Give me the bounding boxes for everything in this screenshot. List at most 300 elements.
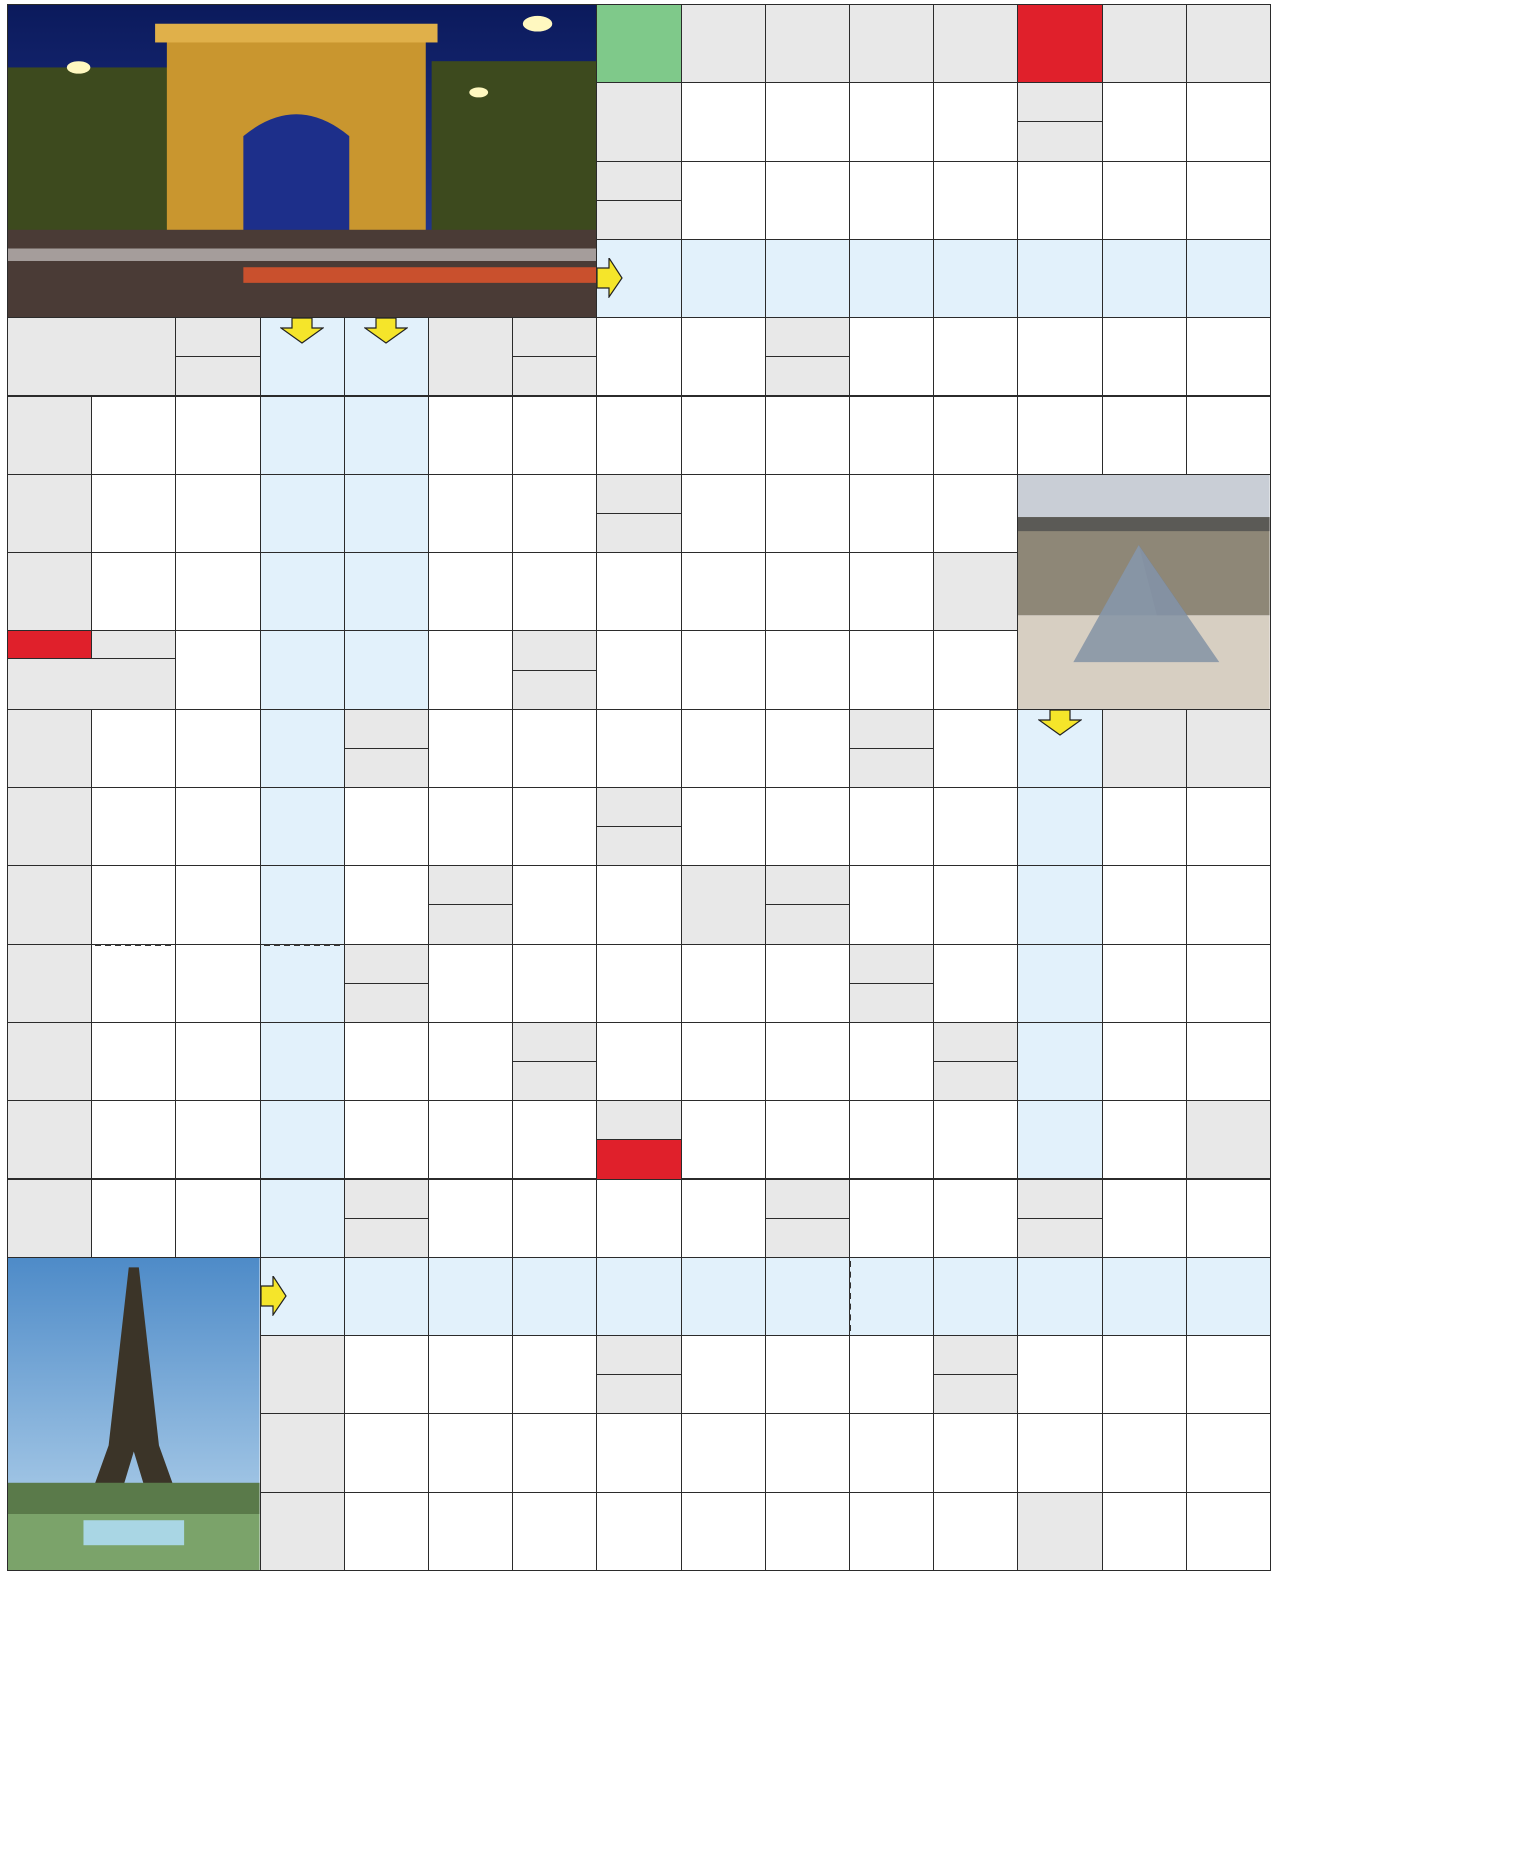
answer-cell[interactable]: [765, 396, 850, 475]
answer-cell[interactable]: [512, 709, 597, 788]
answer-cell[interactable]: [596, 944, 681, 1023]
clue-text: [8, 475, 91, 552]
clue-text: [597, 1336, 680, 1374]
answer-cell[interactable]: [765, 1492, 850, 1571]
answer-cell[interactable]: [512, 787, 597, 866]
answer-cell[interactable]: [1102, 944, 1187, 1023]
answer-cell[interactable]: [91, 787, 176, 866]
clue-text: [429, 318, 512, 395]
answer-cell[interactable]: [1186, 1022, 1271, 1101]
answer-cell[interactable]: [175, 474, 260, 553]
answer-cell[interactable]: [428, 552, 513, 631]
clue-text: [1103, 5, 1186, 82]
answer-cell[interactable]: [933, 474, 1018, 553]
answer-cell[interactable]: [849, 396, 934, 475]
answer-cell[interactable]: [175, 944, 260, 1023]
answer-cell[interactable]: [933, 317, 1018, 396]
arc-de-triomphe-photo: [7, 4, 597, 318]
answer-cell[interactable]: [1102, 161, 1187, 240]
answer-cell[interactable]: [512, 1257, 597, 1336]
answer-cell[interactable]: [765, 1022, 850, 1101]
answer-cell[interactable]: [681, 787, 766, 866]
clue-cell: [849, 4, 934, 83]
answer-cell[interactable]: [428, 1492, 513, 1571]
answer-cell[interactable]: [933, 82, 1018, 161]
answer-cell[interactable]: [681, 630, 766, 709]
clue-cell: [344, 1179, 429, 1258]
clue-cell: [7, 630, 92, 658]
answer-cell[interactable]: [849, 1022, 934, 1101]
answer-cell[interactable]: [849, 630, 934, 709]
clue-cell: [1186, 1100, 1271, 1179]
answer-cell[interactable]: [1186, 1335, 1271, 1414]
answer-cell[interactable]: [91, 552, 176, 631]
answer-cell[interactable]: [849, 317, 934, 396]
answer-cell[interactable]: [933, 944, 1018, 1023]
answer-cell[interactable]: [765, 1413, 850, 1492]
answer-cell[interactable]: [765, 239, 850, 318]
clue-cell: [260, 1492, 345, 1571]
answer-cell[interactable]: [1102, 1257, 1187, 1336]
answer-cell[interactable]: [91, 865, 176, 944]
answer-cell[interactable]: [91, 474, 176, 553]
answer-cell[interactable]: [933, 1179, 1018, 1258]
answer-cell[interactable]: [765, 630, 850, 709]
clue-cell: [7, 317, 176, 396]
answer-cell[interactable]: [1186, 1413, 1271, 1492]
answer-cell[interactable]: [596, 630, 681, 709]
answer-cell[interactable]: [1186, 944, 1271, 1023]
clue-text: [345, 945, 428, 983]
clue-text: [766, 356, 849, 395]
clue-text: [850, 710, 933, 748]
answer-cell[interactable]: [344, 1413, 429, 1492]
answer-cell[interactable]: [681, 239, 766, 318]
answer-cell[interactable]: [1186, 317, 1271, 396]
answer-cell[interactable]: [1017, 865, 1102, 944]
answer-cell[interactable]: [1017, 161, 1102, 240]
answer-cell[interactable]: [849, 1335, 934, 1414]
clue-text: [513, 1023, 596, 1061]
answer-cell[interactable]: [765, 1100, 850, 1179]
answer-cell[interactable]: [344, 474, 429, 553]
answer-cell[interactable]: [933, 239, 1018, 318]
answer-cell[interactable]: [344, 1257, 429, 1336]
answer-cell[interactable]: [765, 709, 850, 788]
clue-text: [8, 659, 175, 709]
answer-cell[interactable]: [428, 1022, 513, 1101]
louvre-pyramid-photo: [1017, 474, 1271, 710]
answer-cell[interactable]: [260, 552, 345, 631]
clue-cell: [933, 1022, 1018, 1101]
answer-cell[interactable]: [596, 1413, 681, 1492]
clue-text: [8, 318, 175, 395]
answer-cell[interactable]: [175, 709, 260, 788]
clue-text: [345, 1180, 428, 1218]
clue-cell: [1017, 1492, 1102, 1571]
clue-text: [8, 866, 91, 943]
answer-cell[interactable]: [175, 630, 260, 709]
clue-text: [682, 866, 765, 943]
answer-cell[interactable]: [596, 865, 681, 944]
answer-cell[interactable]: [344, 396, 429, 475]
answer-cell[interactable]: [765, 82, 850, 161]
answer-cell[interactable]: [681, 474, 766, 553]
answer-cell[interactable]: [175, 1100, 260, 1179]
answer-cell[interactable]: [344, 1335, 429, 1414]
answer-cell[interactable]: [260, 865, 345, 944]
clue-text: [1103, 710, 1186, 787]
clue-cell: [596, 4, 681, 83]
clue-text: [766, 5, 849, 82]
answer-cell[interactable]: [1017, 1413, 1102, 1492]
element-symbol-clue: [597, 1139, 680, 1178]
clue-cell: [512, 1022, 597, 1101]
clue-text: [8, 1023, 91, 1100]
answer-cell[interactable]: [175, 787, 260, 866]
answer-cell[interactable]: [933, 1257, 1018, 1336]
answer-cell[interactable]: [849, 1413, 934, 1492]
answer-cell[interactable]: [681, 944, 766, 1023]
clue-cell: [1186, 4, 1271, 83]
answer-cell[interactable]: [260, 474, 345, 553]
answer-cell[interactable]: [849, 865, 934, 944]
clue-cell: [7, 709, 92, 788]
answer-cell[interactable]: [428, 1335, 513, 1414]
answer-cell[interactable]: [1102, 1179, 1187, 1258]
arrow-down-icon: [1038, 710, 1082, 736]
clue-cell: [596, 474, 681, 553]
clue-cell: [596, 1100, 681, 1179]
eiffel-tower-photo: [7, 1257, 261, 1571]
clue-text: [8, 945, 91, 1022]
element-symbol-clue: [1018, 5, 1101, 82]
clue-text: [1018, 1218, 1101, 1257]
element-symbol-clue: [8, 631, 91, 657]
answer-cell[interactable]: [1186, 865, 1271, 944]
clue-text: [8, 397, 91, 474]
answer-cell[interactable]: [681, 552, 766, 631]
clue-cell: [7, 552, 92, 631]
clue-cell: [7, 474, 92, 553]
clue-text: [850, 748, 933, 787]
answer-cell[interactable]: [1102, 1492, 1187, 1571]
answer-cell[interactable]: [260, 944, 345, 1023]
clue-text: [261, 1493, 344, 1570]
clue-text: [345, 710, 428, 748]
answer-cell[interactable]: [175, 1022, 260, 1101]
clue-text: [597, 83, 680, 160]
answer-cell[interactable]: [344, 1492, 429, 1571]
clue-cell: [175, 317, 260, 396]
answer-cell[interactable]: [933, 396, 1018, 475]
clue-text: [513, 631, 596, 669]
answer-cell[interactable]: [512, 1413, 597, 1492]
clue-cell: [1186, 709, 1271, 788]
answer-cell[interactable]: [1017, 944, 1102, 1023]
answer-cell[interactable]: [681, 709, 766, 788]
answer-cell[interactable]: [1102, 1022, 1187, 1101]
clue-cell: [765, 4, 850, 83]
answer-cell[interactable]: [1017, 1335, 1102, 1414]
clue-text: [176, 318, 259, 356]
answer-cell[interactable]: [344, 1100, 429, 1179]
answer-cell[interactable]: [933, 1100, 1018, 1179]
answer-cell[interactable]: [765, 1335, 850, 1414]
clue-cell: [512, 317, 597, 396]
clue-cell: [765, 865, 850, 944]
answer-cell[interactable]: [765, 787, 850, 866]
answer-cell[interactable]: [512, 474, 597, 553]
answer-cell[interactable]: [681, 317, 766, 396]
word-divider: [849, 1261, 851, 1331]
clue-text: [766, 1180, 849, 1218]
answer-cell[interactable]: [512, 552, 597, 631]
answer-cell[interactable]: [512, 396, 597, 475]
answer-cell[interactable]: [1102, 865, 1187, 944]
clue-text: [345, 1218, 428, 1257]
answer-cell[interactable]: [681, 1413, 766, 1492]
answer-cell[interactable]: [765, 474, 850, 553]
clue-cell: [512, 630, 597, 709]
answer-cell[interactable]: [344, 630, 429, 709]
clue-cell: [596, 1335, 681, 1414]
clue-cell: [7, 1179, 92, 1258]
clue-text: [597, 1101, 680, 1139]
clue-cell: [91, 630, 176, 658]
answer-cell[interactable]: [933, 787, 1018, 866]
answer-cell[interactable]: [1102, 787, 1187, 866]
clue-text: [261, 1414, 344, 1491]
answer-cell[interactable]: [849, 1257, 934, 1336]
answer-cell[interactable]: [1102, 396, 1187, 475]
clue-cell: [7, 787, 92, 866]
clue-text: [513, 318, 596, 356]
answer-cell[interactable]: [765, 1257, 850, 1336]
clue-cell: [1102, 4, 1187, 83]
clue-text: [597, 162, 680, 200]
answer-cell[interactable]: [512, 865, 597, 944]
clue-cell: [7, 865, 92, 944]
answer-cell[interactable]: [933, 1492, 1018, 1571]
answer-cell[interactable]: [849, 1179, 934, 1258]
clue-text: [934, 553, 1017, 630]
clue-text: [934, 5, 1017, 82]
answer-cell[interactable]: [260, 1100, 345, 1179]
answer-cell[interactable]: [91, 396, 176, 475]
answer-cell[interactable]: [681, 161, 766, 240]
clue-cell: [765, 1179, 850, 1258]
answer-cell[interactable]: [681, 82, 766, 161]
answer-cell[interactable]: [260, 1022, 345, 1101]
answer-cell[interactable]: [428, 1413, 513, 1492]
answer-cell[interactable]: [849, 1492, 934, 1571]
answer-cell[interactable]: [596, 317, 681, 396]
clue-text: [8, 788, 91, 865]
answer-cell[interactable]: [1186, 787, 1271, 866]
clue-text: [345, 983, 428, 1022]
answer-cell[interactable]: [260, 396, 345, 475]
clue-text: [8, 553, 91, 630]
answer-cell[interactable]: [512, 1179, 597, 1258]
clue-text: [8, 710, 91, 787]
answer-cell[interactable]: [849, 82, 934, 161]
answer-cell[interactable]: [681, 1492, 766, 1571]
answer-cell[interactable]: [933, 161, 1018, 240]
answer-cell[interactable]: [428, 474, 513, 553]
answer-cell[interactable]: [1186, 396, 1271, 475]
answer-cell[interactable]: [91, 1022, 176, 1101]
answer-cell[interactable]: [765, 944, 850, 1023]
answer-cell[interactable]: [596, 1257, 681, 1336]
answer-cell[interactable]: [933, 709, 1018, 788]
answer-cell[interactable]: [428, 709, 513, 788]
answer-cell[interactable]: [1102, 239, 1187, 318]
answer-cell[interactable]: [849, 552, 934, 631]
answer-cell[interactable]: [849, 1100, 934, 1179]
answer-cell[interactable]: [1186, 239, 1271, 318]
answer-cell[interactable]: [512, 1100, 597, 1179]
clue-text: [597, 200, 680, 239]
answer-cell[interactable]: [1186, 161, 1271, 240]
arrow-down-icon: [364, 318, 408, 344]
clue-text: [766, 318, 849, 356]
clue-cell: [933, 1335, 1018, 1414]
crossword-grid: [7, 4, 1522, 1876]
clue-cell: [1102, 709, 1187, 788]
clue-cell: [260, 1413, 345, 1492]
answer-cell[interactable]: [1102, 1413, 1187, 1492]
answer-cell[interactable]: [428, 787, 513, 866]
clue-text: [1187, 1101, 1270, 1178]
answer-cell[interactable]: [260, 1179, 345, 1258]
answer-cell[interactable]: [933, 865, 1018, 944]
answer-cell[interactable]: [344, 1022, 429, 1101]
answer-cell[interactable]: [849, 474, 934, 553]
clue-text: [8, 1101, 91, 1178]
answer-cell[interactable]: [596, 552, 681, 631]
answer-cell[interactable]: [344, 865, 429, 944]
answer-cell[interactable]: [596, 396, 681, 475]
answer-cell[interactable]: [91, 944, 176, 1023]
answer-cell[interactable]: [1102, 1335, 1187, 1414]
answer-cell[interactable]: [596, 1022, 681, 1101]
answer-cell[interactable]: [681, 1100, 766, 1179]
answer-cell[interactable]: [1017, 317, 1102, 396]
answer-cell[interactable]: [1017, 239, 1102, 318]
answer-cell[interactable]: [91, 1179, 176, 1258]
answer-cell[interactable]: [596, 709, 681, 788]
answer-cell[interactable]: [260, 709, 345, 788]
answer-cell[interactable]: [91, 709, 176, 788]
answer-cell[interactable]: [1102, 82, 1187, 161]
clue-text: [1018, 121, 1101, 160]
clue-text: [766, 904, 849, 943]
answer-cell[interactable]: [512, 944, 597, 1023]
answer-cell[interactable]: [849, 239, 934, 318]
clue-cell: [1017, 4, 1102, 83]
answer-cell[interactable]: [681, 1335, 766, 1414]
answer-cell[interactable]: [1186, 1492, 1271, 1571]
answer-cell[interactable]: [933, 1413, 1018, 1492]
clue-text: [597, 788, 680, 826]
answer-cell[interactable]: [175, 396, 260, 475]
clue-text: [597, 5, 680, 82]
clue-text: [513, 356, 596, 395]
answer-cell[interactable]: [512, 1492, 597, 1571]
clue-cell: [260, 1335, 345, 1414]
answer-cell[interactable]: [428, 944, 513, 1023]
answer-cell[interactable]: [91, 1100, 176, 1179]
answer-cell[interactable]: [260, 630, 345, 709]
answer-cell[interactable]: [1017, 1022, 1102, 1101]
clue-text: [934, 1336, 1017, 1374]
answer-cell[interactable]: [681, 1257, 766, 1336]
arrow-down-icon: [280, 318, 324, 344]
answer-cell[interactable]: [175, 865, 260, 944]
answer-cell[interactable]: [1017, 1100, 1102, 1179]
answer-cell[interactable]: [681, 1022, 766, 1101]
answer-cell[interactable]: [765, 552, 850, 631]
clue-cell: [1017, 82, 1102, 161]
answer-cell[interactable]: [512, 1335, 597, 1414]
clue-cell: [344, 709, 429, 788]
answer-cell[interactable]: [596, 1492, 681, 1571]
clue-cell: [428, 317, 513, 396]
answer-cell[interactable]: [1186, 82, 1271, 161]
answer-cell[interactable]: [344, 552, 429, 631]
answer-cell[interactable]: [1017, 1257, 1102, 1336]
clue-text: [850, 983, 933, 1022]
answer-cell[interactable]: [260, 787, 345, 866]
answer-cell[interactable]: [1102, 317, 1187, 396]
answer-cell[interactable]: [596, 1179, 681, 1258]
answer-cell[interactable]: [1017, 787, 1102, 866]
clue-cell: [933, 4, 1018, 83]
arrow-right-icon: [261, 1276, 287, 1316]
answer-cell[interactable]: [681, 1179, 766, 1258]
clue-cell: [7, 658, 176, 710]
answer-cell[interactable]: [1017, 396, 1102, 475]
answer-cell[interactable]: [175, 552, 260, 631]
answer-cell[interactable]: [849, 161, 934, 240]
answer-cell[interactable]: [428, 630, 513, 709]
answer-cell[interactable]: [428, 1179, 513, 1258]
clue-text: [1018, 1180, 1101, 1218]
clue-text: [8, 1180, 91, 1257]
answer-cell[interactable]: [428, 1257, 513, 1336]
answer-cell[interactable]: [428, 396, 513, 475]
answer-cell[interactable]: [849, 787, 934, 866]
answer-cell[interactable]: [1186, 1179, 1271, 1258]
answer-cell[interactable]: [681, 396, 766, 475]
answer-cell[interactable]: [344, 787, 429, 866]
word-divider: [264, 944, 340, 946]
answer-cell[interactable]: [1102, 1100, 1187, 1179]
clue-cell: [933, 552, 1018, 631]
answer-cell[interactable]: [933, 630, 1018, 709]
clue-text: [513, 670, 596, 709]
clue-text: [92, 631, 175, 657]
clue-text: [1018, 83, 1101, 121]
answer-cell[interactable]: [175, 1179, 260, 1258]
answer-cell[interactable]: [765, 161, 850, 240]
answer-cell[interactable]: [428, 1100, 513, 1179]
clue-text: [1187, 5, 1270, 82]
answer-cell[interactable]: [1186, 1257, 1271, 1336]
clue-text: [934, 1061, 1017, 1100]
clue-text: [682, 5, 765, 82]
